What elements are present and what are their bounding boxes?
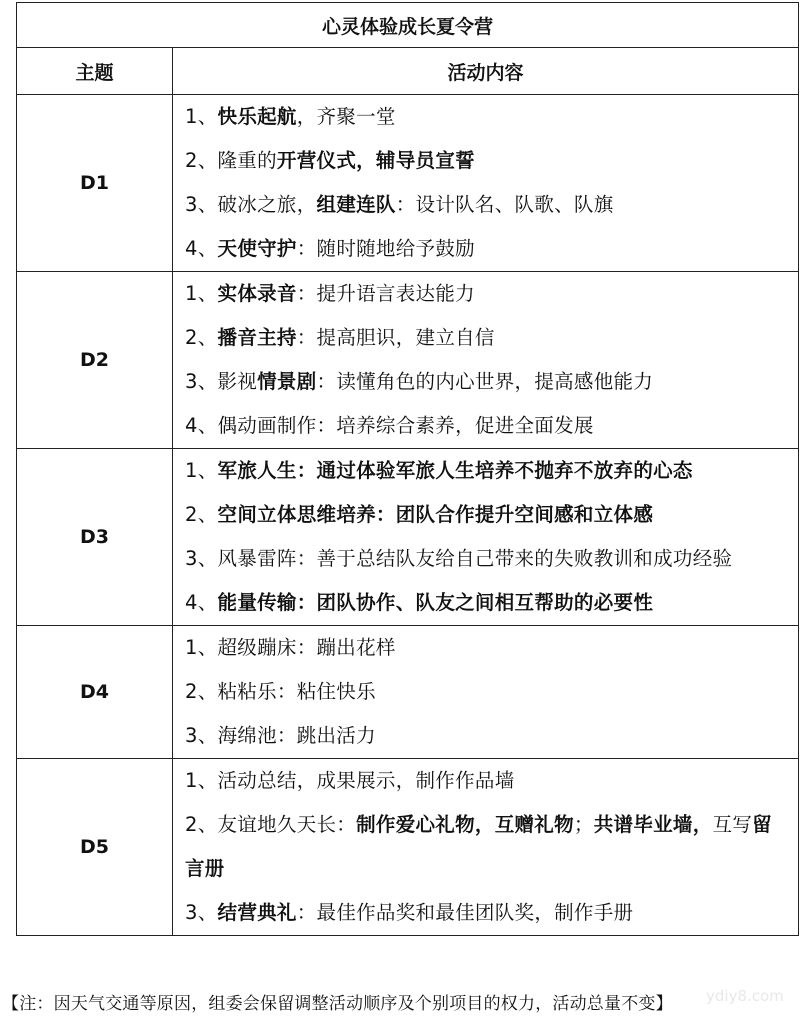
activity-bold-text: 快乐起航 — [217, 105, 297, 128]
activity-bold-text: 天使守护 — [217, 237, 297, 260]
activity-text: 2、 — [185, 503, 218, 526]
activity-bold-text: 空间立体思维培养：团队合作提升空间感和立体感 — [217, 503, 654, 526]
activity-bold-text: 开营仪式，辅导员宣誓 — [276, 149, 475, 172]
activity-text: 4、 — [185, 591, 218, 614]
day-row-d1 — [17, 95, 799, 272]
activity-text: 3、破冰之旅， — [185, 193, 317, 216]
watermark: ydiy8.com — [706, 987, 784, 1005]
activity-item — [185, 714, 798, 758]
activity-item — [185, 581, 798, 625]
activity-text: ：读懂角色的内心世界，提高感他能力 — [316, 370, 654, 393]
activity-text: ：随时随地给予鼓励 — [296, 237, 475, 260]
activity-item — [185, 803, 798, 891]
activity-item — [185, 95, 798, 139]
activity-text: 4、偶动画制作：培养综合素养，促进全面发展 — [185, 414, 594, 437]
activity-text: 2、隆重的 — [185, 149, 277, 172]
activity-text: 3、影视 — [185, 370, 258, 393]
activity-text: 3、 — [185, 901, 218, 924]
activity-text: 3、风暴雷阵：善于总结队友给自己带来的失败教训和成功经验 — [185, 547, 733, 570]
activity-text: 1、 — [185, 105, 218, 128]
activity-item — [185, 537, 798, 581]
activity-text: ：最佳作品奖和最佳团队奖，制作手册 — [296, 901, 634, 924]
activity-text: 2、 — [185, 326, 218, 349]
day-row-d5 — [17, 759, 799, 936]
activity-list — [173, 449, 799, 626]
table-title: 心灵体验成长夏令营 — [17, 3, 799, 48]
activity-text: 1、超级蹦床：蹦出花样 — [185, 636, 396, 659]
activity-text: 2、粘粘乐：粘住快乐 — [185, 680, 376, 703]
activity-bold-text: 能量传输：团队协作、队友之间相互帮助的必要性 — [217, 591, 654, 614]
day-label: D2 — [17, 272, 173, 449]
title-row — [17, 3, 799, 48]
camp-schedule-table — [16, 2, 799, 936]
activity-bold-text: 播音主持 — [217, 326, 297, 349]
activity-text: 4、 — [185, 237, 218, 260]
day-row-d2 — [17, 272, 799, 449]
activity-text: 1、 — [185, 282, 218, 305]
activity-item — [185, 493, 798, 537]
header-row — [17, 48, 799, 95]
day-label: D3 — [17, 449, 173, 626]
activity-bold-text: 共谱毕业墙， — [593, 813, 713, 836]
activity-list — [173, 272, 799, 449]
activity-bold-text: 军旅人生：通过体验军旅人生培养不抛弃不放弃的心态 — [217, 459, 693, 482]
activity-item — [185, 227, 798, 271]
activity-item — [185, 626, 798, 670]
day-label: D5 — [17, 759, 173, 936]
footnote: 【注：因天气交通等原因，组委会保留调整活动顺序及个别项目的权力，活动总量不变】 — [2, 994, 673, 1014]
activity-item — [185, 272, 798, 316]
activity-item — [185, 360, 798, 404]
day-label: D4 — [17, 626, 173, 759]
activity-item — [185, 183, 798, 227]
activity-text: 互写 — [712, 813, 753, 836]
activity-list — [173, 95, 799, 272]
activity-text: ； — [573, 813, 594, 836]
day-row-d3 — [17, 449, 799, 626]
activity-bold-text: 实体录音 — [217, 282, 297, 305]
day-label: D1 — [17, 95, 173, 272]
header-theme: 主题 — [17, 48, 173, 95]
activity-bold-text: 制作爱心礼物，互赠礼物 — [356, 813, 574, 836]
activity-text: 3、海绵池：跳出活力 — [185, 724, 376, 747]
activity-text: ：提升语言表达能力 — [296, 282, 475, 305]
activity-item — [185, 449, 798, 493]
activity-text: ，齐聚一堂 — [296, 105, 396, 128]
day-row-d4 — [17, 626, 799, 759]
activity-bold-text: 组建连队 — [316, 193, 396, 216]
header-content: 活动内容 — [173, 48, 799, 95]
activity-text: 2、友谊地久天长： — [185, 813, 357, 836]
activity-item — [185, 139, 798, 183]
activity-item — [185, 404, 798, 448]
activity-text: ：设计队名、队歌、队旗 — [395, 193, 614, 216]
activity-list — [173, 626, 799, 759]
activity-item — [185, 670, 798, 714]
activity-bold-text: 情景剧 — [257, 370, 317, 393]
activity-bold-text: 留言册 — [185, 813, 772, 880]
activity-text: 1、活动总结，成果展示，制作作品墙 — [185, 769, 515, 792]
activity-text: 1、 — [185, 459, 218, 482]
activity-item — [185, 759, 798, 803]
activity-text: ：提高胆识，建立自信 — [296, 326, 495, 349]
activity-bold-text: 结营典礼 — [217, 901, 297, 924]
activity-list — [173, 759, 799, 936]
activity-item — [185, 891, 798, 935]
activity-item — [185, 316, 798, 360]
